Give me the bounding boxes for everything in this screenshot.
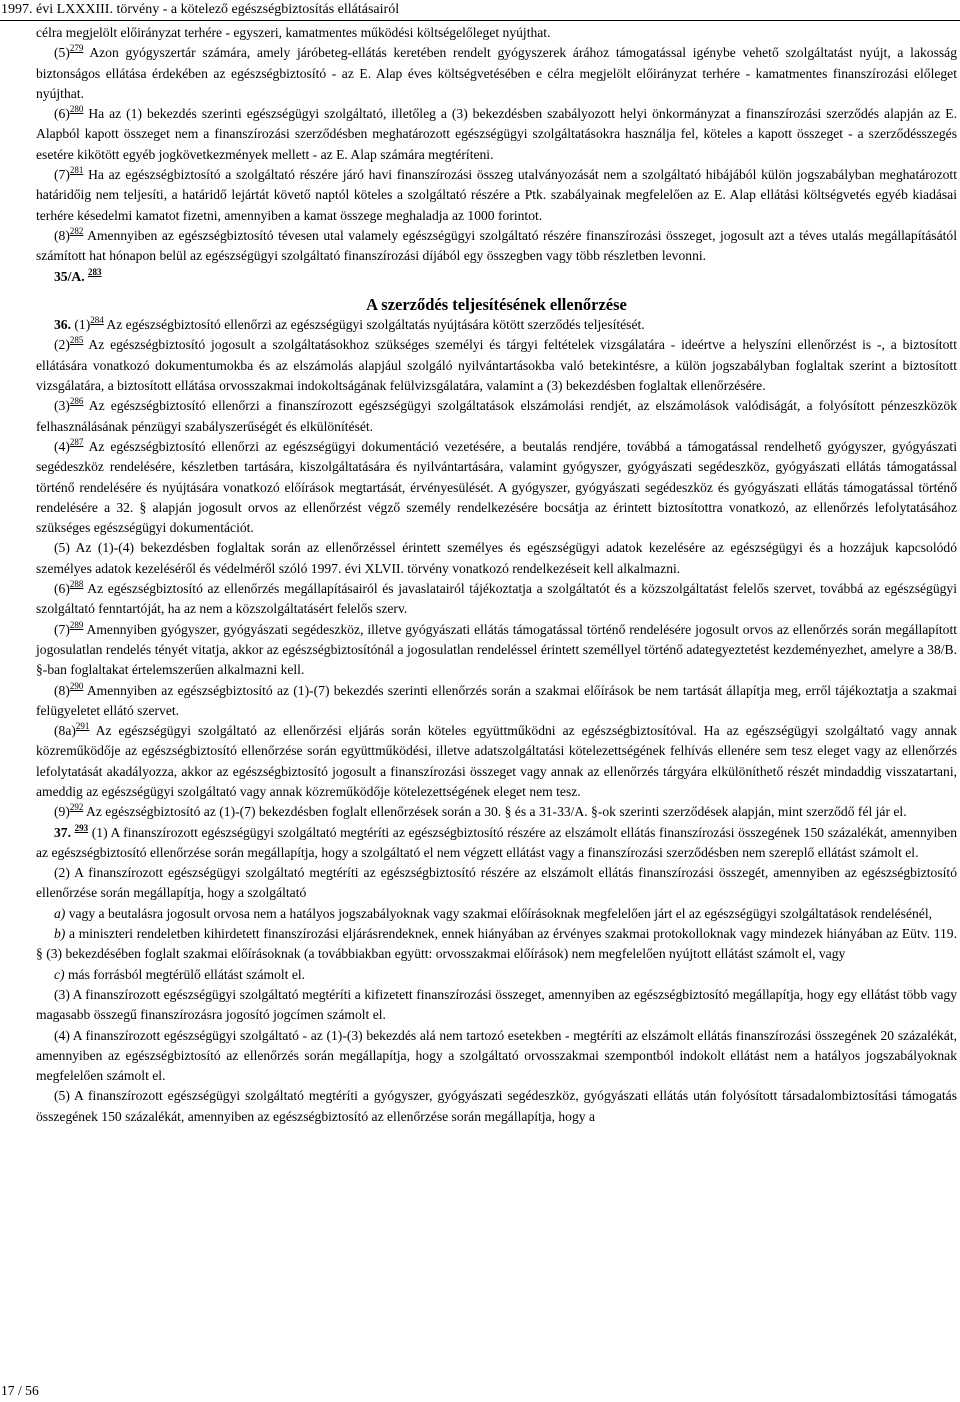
- footnote-ref[interactable]: 289: [69, 619, 84, 630]
- footnote-ref[interactable]: 280: [69, 104, 84, 115]
- point-text: a miniszteri rendeletben kihirdetett finanszírozási eljárásrendeknek, ennek hiányában az érvényes szakmai protokolloknak vagy mindezek hiányában az Eütv. 119. § (3) bekezdésében foglalt szakmai előírásoknak (a továbbiakban együtt: orvosszakmai előírások) nem megfelelően nyújtott ellátást számolt el, vagy: [36, 926, 957, 962]
- paragraph-text: (1) A finanszírozott egészségügyi szolgáltató megtéríti az egészségbiztosító részére az elszámolt ellátás finanszírozási összegének 150 százalékát, amennyiben az egészségbiztosító ellenőrzése során megállapítja, hogy a szolgáltató el nem végzett ellátást vagy a finanszírozási szerződésben nem szereplő ellátást számolt el.: [36, 824, 957, 860]
- paragraph-text: Ha az (1) bekezdés szerinti egészségügyi szolgáltató, illetőleg a (3) bekezdésben szabályozott helyi önkormányzat a finanszírozási szerződés alapján az E. Alapból kapott összeget nem a finanszírozási szerződésben meghatározott egészségügyi szolgáltatásokra használja fel, köteles a kapott összeget - a szerződésszegés esetére kikötött egyéb jogkövetkezmények mellett - az E. Alap számára megtéríteni.: [36, 106, 957, 162]
- paragraph-7: [36, 165, 957, 226]
- paragraph-label: (8): [54, 227, 70, 243]
- paragraph-label: (5): [54, 45, 70, 61]
- page-number: 17 / 56: [1, 1383, 39, 1398]
- section-36-paragraph-6: [36, 579, 957, 620]
- section-37-point-b: [36, 924, 957, 965]
- header-title: 1997. évi LXXXIII. törvény - a kötelező egészségbiztosítás ellátásairól: [1, 2, 400, 17]
- footnote-ref[interactable]: 286: [69, 396, 84, 407]
- section-36-paragraph-5: (5) Az (1)-(4) bekezdésben foglaltak során az ellenőrzéssel érintett személyes és egészségügyi adatok kezelésére az egészségügyi és a hozzájuk kapcsolódó személyes adatok kezeléséről és védelméről szóló 1997. évi XLVII. törvény vonatkozó rendelkezéseit kell alkalmazni.: [36, 540, 957, 576]
- paragraph-label: (6): [54, 106, 70, 122]
- footnote-ref[interactable]: 291: [75, 721, 90, 732]
- paragraph-text: Az egészségbiztosító az (1)-(7) bekezdésben foglalt ellenőrzések során a 30. § és a 31-33/A. §-ok szerinti szerződések alapján, mint szerződő fél jár el.: [83, 804, 907, 820]
- section-number: 37.: [54, 824, 71, 840]
- section-37-point-c: [36, 965, 957, 985]
- section-35a: [36, 267, 957, 287]
- point-mark: c): [54, 966, 65, 982]
- footnote-ref[interactable]: 284: [90, 315, 104, 326]
- footnote-ref[interactable]: 282: [69, 225, 84, 236]
- paragraph-text: Amennyiben gyógyszer, gyógyászati segédeszköz, illetve gyógyászati ellátás támogatással történő rendelésére jogosult orvos az ellenőrzés során megállapított jogosulatlan rendelés tényét vitatja, akkor az egészségbiztosítónál a jogosulatlan rendeléssel érintett személlyel történő adategyeztetést kezdeményezhet, amelyre a 38/B. §-ban foglaltakat értelemszerűen alkalmazni kell.: [36, 621, 957, 678]
- paragraph-text: Amennyiben az egészségbiztosító tévesen utal valamely egészségügyi szolgáltató részére finanszírozási összeget, jogosult azt a téves utalás megállapításától számított hat hónapon belül az egészségügyi szolgáltató finanszírozási díjából egy összegben vagy több részletben levonni.: [36, 227, 957, 264]
- section-37-point-a: [36, 904, 957, 924]
- document-header: [0, 2, 960, 18]
- paragraph-text: Az egészségbiztosító ellenőrzi az egészségügyi szolgáltatás nyújtására kötött szerződés teljesítését.: [103, 317, 645, 333]
- paragraph-label: (4): [54, 438, 70, 454]
- paragraph-text: Amennyiben az egészségbiztosító az (1)-(7) bekezdés szerinti ellenőrzés során a szakmai előírások be nem tartását állapítja meg, erről tájékoztatja a szakmai felügyeletet ellátó szervet.: [36, 682, 957, 718]
- footnote-ref[interactable]: 293: [74, 822, 89, 833]
- section-37-paragraph-3: (3) A finanszírozott egészségügyi szolgáltató megtéríti a kifizetett finanszírozási összeget, amennyiben az egészségbiztosító megállapítja, hogy egy ellátást több vagy magasabb összegű finanszírozásra jogosító jogcímen számolt el.: [36, 986, 957, 1023]
- section-37-paragraph-5: (5) A finanszírozott egészségügyi szolgáltató megtéríti a gyógyszer, gyógyászati segédeszköz, gyógyászati ellátás után folyósított társadalombiztosítási támogatás összegének 150 százalékát, amennyiben az egészségbiztosító az ellenőrzése során megállapítja, hogy a: [36, 1088, 957, 1124]
- section-37-paragraph-2: (2) A finanszírozott egészségügyi szolgáltató megtéríti az egészségbiztosító részére az elszámolt ellátás finanszírozási összegét, amennyiben az egészségbiztosító ellenőrzése során megállapítja, hogy a szolgáltató: [36, 865, 957, 901]
- paragraph-label: (7): [54, 621, 70, 637]
- heading-spacer: [36, 287, 957, 295]
- point-mark: b): [54, 926, 66, 942]
- section-36-paragraph-3: [36, 396, 957, 437]
- paragraph-8: [36, 226, 957, 267]
- section-36-paragraph-7: [36, 620, 957, 681]
- paragraph-text: Az egészségbiztosító az ellenőrzés megállapításairól és javaslatairól tájékoztatja a szolgáltatót és a közszolgáltatást felelős szervet, továbbá az egészségügyi szolgáltató fenntartóját, ha az nem a közszolgáltatásért felelős szerv.: [36, 581, 957, 617]
- paragraph-5: [36, 43, 957, 104]
- section-36-paragraph-2: [36, 335, 957, 396]
- section-37-paragraph-4: (4) A finanszírozott egészségügyi szolgáltató - az (1)-(3) bekezdés alá nem tartozó esetekben - megtéríti az elszámolt ellátás finanszírozási összegének 20 százalékát, amennyiben az egészségbiztosító az ellenőrzés során megállapítja, hogy a szolgáltató orvosszakmai szempontból indokolt ellátást nem a hatályos jogszabályoknak megfelelően számolt el.: [36, 1027, 957, 1084]
- paragraph-6: [36, 104, 957, 165]
- point-text: vagy a beutalásra jogosult orvosa nem a hatályos jogszabályoknak vagy szakmai előírásoknak megfelelően járt el az egészségügyi szolgáltatások rendelésénél,: [65, 905, 932, 921]
- footnote-ref[interactable]: 283: [88, 266, 102, 277]
- footnote-ref[interactable]: 292: [69, 802, 84, 813]
- section-36-paragraph-8a: [36, 721, 957, 802]
- section-37-paragraph-1: [36, 823, 957, 864]
- paragraph-label: (3): [54, 398, 70, 414]
- footnote-ref[interactable]: 290: [69, 680, 84, 691]
- section-36-paragraph-9: [36, 802, 957, 822]
- paragraph-text: Az egészségügyi szolgáltató az ellenőrzési eljárás során köteles együttműködni az egészségbiztosítóval. Ha az egészségügyi szolgáltató vagy annak közreműködője az egészségbiztosító ellenőrzése során együttműködési, illetve adatszolgáltatási kötelezettségének felhívás ellenére sem tesz eleget vagy az ellenőrzés lefolytatását akadályozza, akkor az egészségbiztosító jogosult a finanszírozási összeget vagy annak az ellenőrzés tárgyára elkülöníthető részét mindaddig visszatartani, ameddig az egészségügyi szolgáltató vagy annak közreműködője kötelezettségének eleget nem tesz.: [36, 723, 957, 799]
- paragraph-text: Az egészségbiztosító jogosult a szolgáltatásokhoz szükséges személyi és tárgyi feltételek vizsgálatára - ideértve a helyszíni ellenőrzést is -, a biztosított ellátására vonatkozó dokumentumokba és az elszámolás alapjául szolgáló nyilvántartásokba való betekintésre, a külön jogszabályban foglaltak szerint a biztosított vizsgálatára, a biztosított ellátása orvosszakmai indokoltságának felülvizsgálatára, valamint a (3) bekezdésben foglaltak ellenőrzésére.: [36, 337, 957, 394]
- section-number: 36.: [54, 317, 71, 333]
- section-36-paragraph-8: [36, 681, 957, 722]
- footnote-ref[interactable]: 285: [69, 335, 84, 346]
- footnote-ref[interactable]: 287: [69, 436, 84, 447]
- header-rule: [0, 20, 960, 21]
- footnote-ref[interactable]: 288: [69, 579, 84, 590]
- point-text: más forrásból megtérülő ellátást számolt el.: [64, 966, 306, 982]
- section-36-paragraph-1: [36, 315, 957, 335]
- paragraph-label: (8): [54, 682, 70, 698]
- paragraph-continuation: célra megjelölt előirányzat terhére - egyszeri, kamatmentes működési költségelőleget nyújthat.: [36, 25, 551, 40]
- paragraph-label: (9): [54, 804, 70, 820]
- section-36-paragraph-4: [36, 437, 957, 538]
- paragraph-label: (2): [54, 337, 70, 353]
- paragraph-label: (6): [54, 581, 70, 597]
- paragraph-label: (1): [74, 317, 91, 333]
- point-mark: a): [54, 905, 66, 921]
- paragraph-text: Ha az egészségbiztosító a szolgáltató részére járó havi finanszírozási összeg utalványozását nem a szolgáltató hibájából külön jogszabályban meghatározott határidőig nem teljesíti, a határidő lejártát követő naptól köteles a szolgáltató részére a Ptk. szabályainak megfelelően az E. Alap ellátási költségvetés egyéb kiadásai terhére késedelmi kamatot fizetni, amennyiben a kamat összege meghaladja az 1000 forintot.: [36, 167, 957, 223]
- footnote-ref[interactable]: 281: [69, 165, 84, 176]
- paragraph-label: (8a): [54, 723, 76, 739]
- paragraph-text: Az egészségbiztosító ellenőrzi az egészségügyi dokumentáció vezetésére, a beutalás rendjére, továbbá a támogatással rendelhető gyógyszer, gyógyászati segédeszköz rendelésére, készletben tartására, kiszolgáltatására és nyilvántartására, valamint gyógyszer, gyógyászati segédeszköz, gyógyászati ellátás támogatással történő rendelésére és nyújtására vonatkozó előírások megtartását, érvényesülését. A gyógyszer, gyógyászati segédeszköz és gyógyászati ellátás támogatással történő rendelésére a 32. § alapján jogosult orvos az ellenőrzést végző személy rendelkezésére bocsátja az érintett biztosítottra vonatkozó, az ellenőrzés lefolytatásához szükséges egészségügyi dokumentációt.: [36, 438, 957, 536]
- document-body: [36, 23, 957, 1127]
- paragraph-label: (7): [54, 167, 70, 183]
- section-number: 35/A.: [54, 268, 85, 284]
- section-heading: A szerződés teljesítésének ellenőrzése: [366, 294, 627, 314]
- paragraph-text: Azon gyógyszertár számára, amely járóbeteg-ellátás keretében rendelt gyógyszerek árához támogatással igénybe vehető szolgáltatást nyújt, a lakosság biztonságos ellátása érdekében az egészségbiztosító - az E. Alap éves költségvetésében e célra megjelölt előirányzat terhére - kamatmentes finanszírozási előleget nyújthat.: [36, 45, 957, 101]
- paragraph-text: Az egészségbiztosító ellenőrzi a finanszírozott egészségügyi szolgáltatások elszámolási rendjét, az elszámolások valódiságát, a folyósított pénzeszközök felhasználásának pénzügyi szabályszerűségét és elkülönítését.: [36, 398, 957, 434]
- footnote-ref[interactable]: 279: [69, 43, 84, 54]
